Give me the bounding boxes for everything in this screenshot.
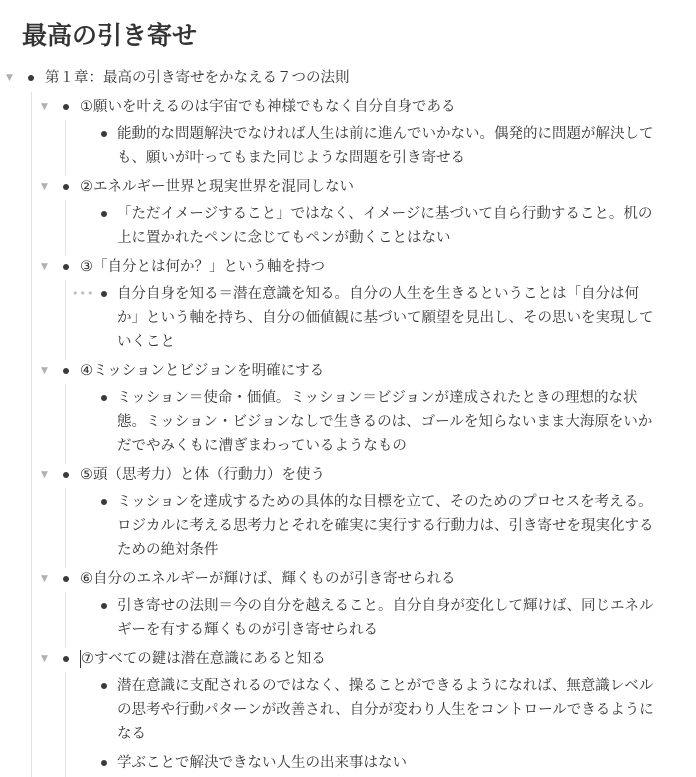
- bullet-icon[interactable]: [101, 683, 107, 689]
- bullet-icon[interactable]: [101, 603, 107, 609]
- item-label: ③「自分とは何か？」という軸を持つ: [80, 259, 325, 275]
- item-label: ⑦すべての鍵は潜在意識にあると知る: [81, 651, 326, 667]
- outline-subitem[interactable]: [117, 594, 692, 642]
- outline-subitem[interactable]: [117, 122, 692, 170]
- item-label: ②エネルギー世界と現実世界を混同しない: [80, 179, 354, 195]
- bullet-icon[interactable]: [101, 131, 107, 137]
- bullet-icon[interactable]: [63, 656, 69, 662]
- outline-subitem[interactable]: [117, 282, 692, 354]
- outline-item-7[interactable]: [81, 647, 681, 671]
- outline-item-2[interactable]: [80, 175, 680, 199]
- outline-item-1[interactable]: [80, 95, 680, 119]
- outline-item-3[interactable]: [80, 255, 680, 279]
- item-label: ⑥自分のエネルギーが輝けば、輝くものが引き寄せられる: [80, 571, 456, 587]
- guide-line-level1: [31, 92, 32, 777]
- outline-item-4[interactable]: [80, 359, 680, 383]
- guide-line-item4: [65, 384, 66, 464]
- bullet-icon[interactable]: [63, 472, 69, 478]
- guide-line-item6: [65, 592, 66, 647]
- bullet-icon[interactable]: [63, 576, 69, 582]
- collapse-toggle-icon[interactable]: ▼: [41, 182, 48, 192]
- item-label: ④ミッションとビジョンを明確にする: [80, 363, 325, 379]
- collapse-toggle-icon[interactable]: ▼: [41, 366, 48, 376]
- guide-line-item3: [65, 280, 66, 360]
- outline-subitem[interactable]: [117, 202, 692, 250]
- outline-subitem[interactable]: [117, 386, 692, 458]
- item-label: ⑤頭（思考力）と体（行動力）を使う: [80, 467, 325, 483]
- bullet-icon[interactable]: [63, 184, 69, 190]
- bullet-icon[interactable]: [101, 395, 107, 401]
- outline-item-5[interactable]: [80, 463, 680, 487]
- page-title: 最高の引き寄せ: [22, 21, 198, 50]
- collapse-toggle-icon[interactable]: ▼: [41, 102, 48, 112]
- drag-handle-icon[interactable]: •••: [72, 287, 95, 300]
- subitem-text: 能動的な問題解決でなければ人生は前に進んでいかない。偶発的に問題が解決して も、願いが叶ってもまた同じような問題を引き寄せる: [117, 126, 654, 166]
- bullet-icon[interactable]: [101, 499, 107, 505]
- collapse-toggle-icon[interactable]: ▼: [41, 262, 48, 272]
- bullet-icon[interactable]: [101, 760, 107, 766]
- bullet-icon[interactable]: [63, 104, 69, 110]
- subitem-text: 学ぶことで解決できない人生の出来事はない: [117, 755, 407, 771]
- guide-line-item2: [65, 200, 66, 255]
- bullet-icon[interactable]: [101, 211, 107, 217]
- chapter-label: 第１章：最高の引き寄せをかなえる７つの法則: [45, 70, 350, 86]
- outline-subitem[interactable]: [117, 674, 692, 746]
- guide-line-item5: [65, 488, 66, 568]
- outline-item-6[interactable]: [80, 567, 680, 591]
- subitem-text: 引き寄せの法則＝今の自分を越えること。自分自身が変化して輝けば、同じエネル ギーを有する輝くものが引き寄せられる: [117, 598, 654, 638]
- bullet-icon[interactable]: [63, 264, 69, 270]
- collapse-toggle-icon[interactable]: ▼: [41, 574, 48, 584]
- subitem-text: 潜在意識に支配されるのではなく、操ることができるようになれば、無意識レベル の思考や行動パターンが改善され、自分が変わり人生をコントロールできるように なる: [117, 678, 654, 742]
- outline-chapter[interactable]: [45, 66, 350, 90]
- collapse-toggle-icon[interactable]: ▼: [41, 470, 48, 480]
- subitem-text: 「ただイメージすること」ではなく、イメージに基づいて自ら行動すること。机の 上に置かれたペンに念じてもペンが動くことはない: [117, 206, 653, 246]
- subitem-text: 自分自身を知る＝潜在意識を知る。自分の人生を生きるということは「自分は何 か」という軸を持ち、自分の価値観に基づいて願望を見出し、その思いを実現して いくこと: [117, 286, 654, 350]
- bullet-icon[interactable]: [28, 75, 34, 81]
- subitem-text: ミッションを達成するための具体的な目標を立て、そのためのプロセスを考える。 ロジカルに考える思考力とそれを確実に実行する行動力は、引き寄せを現実化する ための絶対条件: [117, 494, 654, 558]
- subitem-text: ミッション＝使命・価値。ミッション＝ビジョンが達成されたときの理想的な状 態。ミッション・ビジョンなしで生きるのは、ゴールを知らないまま大海原をいか だでやみくもに漕ぎまわっているようなもの: [117, 390, 653, 454]
- outline-subitem[interactable]: [117, 490, 692, 562]
- item-label: ①願いを叶えるのは宇宙でも神様でもなく自分自身である: [80, 99, 456, 115]
- guide-line-item1: [65, 120, 66, 175]
- collapse-toggle-icon[interactable]: ▼: [41, 654, 48, 664]
- collapse-toggle-icon[interactable]: ▼: [6, 73, 13, 83]
- outline-subitem[interactable]: [117, 751, 692, 775]
- bullet-icon[interactable]: [63, 368, 69, 374]
- guide-line-item7: [65, 672, 66, 777]
- bullet-icon[interactable]: [101, 291, 107, 297]
